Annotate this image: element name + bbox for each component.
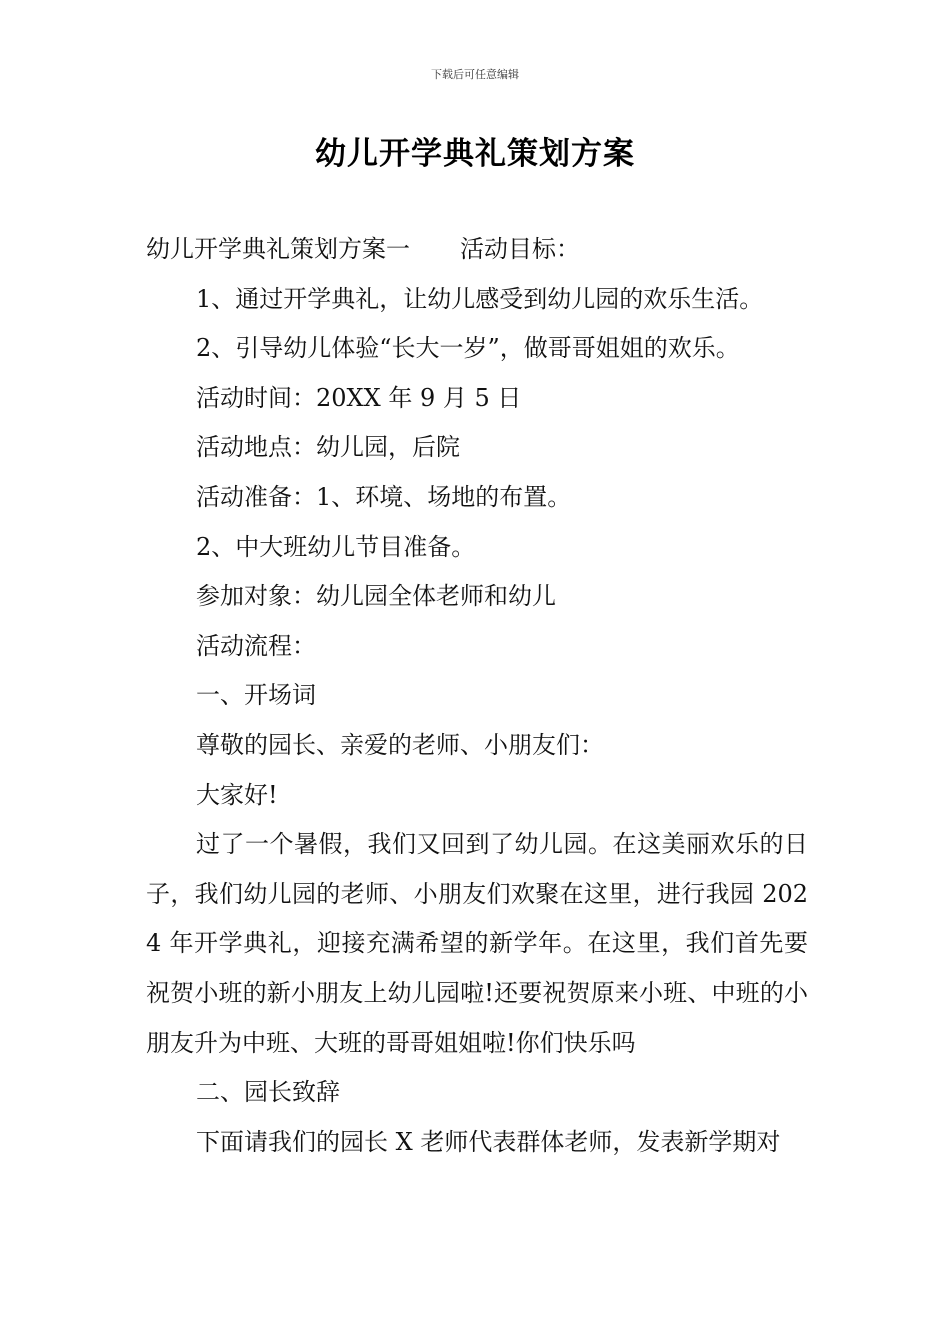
paragraph-time: 活动时间：20XX 年 9 月 5 日	[196, 383, 522, 412]
header-note: 下载后可任意编辑	[431, 68, 519, 81]
paragraph-hello: 大家好!	[196, 780, 278, 809]
paragraph-principal-speech: 下面请我们的园长 X 老师代表群体老师，发表新学期对	[196, 1127, 781, 1156]
document-body	[146, 225, 808, 1167]
document-title: 幼儿开学典礼策划方案	[315, 136, 635, 172]
paragraph-section-2: 二、园长致辞	[196, 1078, 340, 1107]
paragraph-preparation-1: 活动准备：1、环境、场地的布置。	[196, 482, 572, 511]
paragraph-goal-2: 2、引导幼儿体验“长大一岁”，做哥哥姐姐的欢乐。	[196, 334, 740, 363]
paragraph-process: 活动流程：	[196, 631, 316, 660]
intro-line	[146, 225, 808, 275]
paragraph-goal-1: 1、通过开学典礼，让幼儿感受到幼儿园的欢乐生活。	[196, 284, 764, 313]
paragraph-location: 活动地点：幼儿园，后院	[196, 433, 460, 462]
paragraph-section-1: 一、开场词	[196, 681, 316, 710]
plan-heading: 幼儿开学典礼策划方案一	[146, 235, 410, 263]
goal-heading: 活动目标：	[460, 235, 580, 263]
paragraph-participants: 参加对象：幼儿园全体老师和幼儿	[196, 582, 556, 611]
paragraph-preparation-2: 2、中大班幼儿节目准备。	[196, 532, 476, 561]
paragraph-opening-speech: 过了一个暑假，我们又回到了幼儿园。在这美丽欢乐的日子，我们幼儿园的老师、小朋友们欢聚在这里，进行我园 2024 年开学典礼，迎接充满希望的新学年。在这里，我们首先要祝贺小班的新小朋友上幼儿园啦!还要祝贺原来小班、中班的小朋友升为中班、大班的哥哥姐姐啦!你们快乐吗	[146, 830, 808, 1057]
paragraph-greeting: 尊敬的园长、亲爱的老师、小朋友们：	[196, 730, 604, 759]
